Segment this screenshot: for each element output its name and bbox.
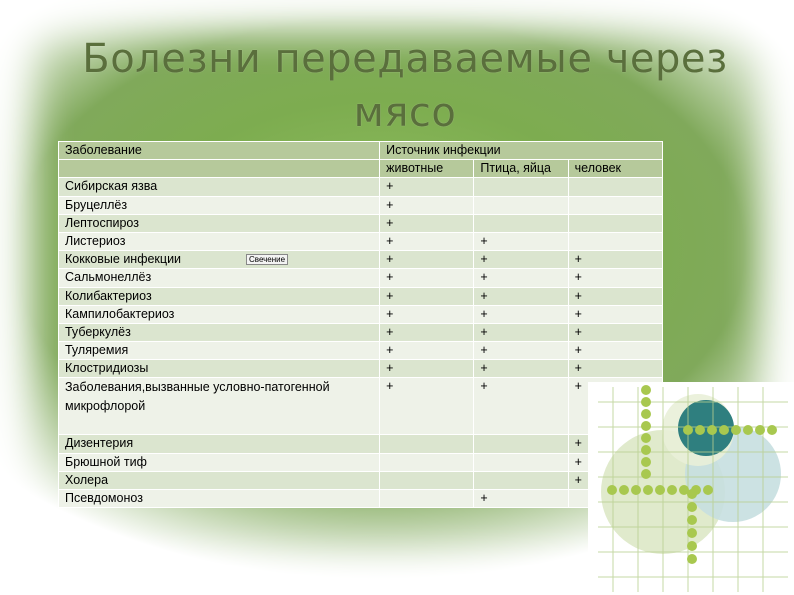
human-cell: + bbox=[568, 305, 662, 323]
decorative-circles-grid-icon bbox=[588, 382, 794, 595]
poultry-cell: + bbox=[474, 305, 568, 323]
poultry-cell bbox=[474, 471, 568, 489]
deco-dot bbox=[607, 485, 617, 495]
table-row bbox=[59, 360, 663, 378]
animals-cell: + bbox=[380, 251, 474, 269]
slide-title: Болезни передаваемые через мясо bbox=[82, 36, 728, 136]
deco-dot bbox=[719, 425, 729, 435]
human-cell: + bbox=[568, 342, 662, 360]
deco-dot bbox=[707, 425, 717, 435]
animals-cell: + bbox=[380, 196, 474, 214]
deco-dot bbox=[687, 554, 697, 564]
deco-dot bbox=[641, 445, 651, 455]
table-row bbox=[59, 178, 663, 196]
animals-cell: + bbox=[380, 323, 474, 341]
deco-dot bbox=[755, 425, 765, 435]
poultry-cell: + bbox=[474, 269, 568, 287]
animals-cell: + bbox=[380, 287, 474, 305]
poultry-cell: + bbox=[474, 342, 568, 360]
animals-cell: + bbox=[380, 342, 474, 360]
table-row bbox=[59, 342, 663, 360]
deco-dot bbox=[703, 485, 713, 495]
human-cell: + bbox=[568, 378, 662, 435]
animals-cell: + bbox=[380, 360, 474, 378]
deco-dot bbox=[641, 409, 651, 419]
disease-name-cell: Кампилобактериоз bbox=[59, 305, 380, 323]
header-source-group: Источник инфекции bbox=[380, 142, 663, 160]
human-cell: + bbox=[568, 471, 662, 489]
deco-dot bbox=[687, 489, 697, 499]
table-subheader-row bbox=[59, 160, 663, 178]
deco-dot bbox=[641, 397, 651, 407]
disease-table bbox=[58, 141, 663, 508]
header-disease: Заболевание bbox=[59, 142, 380, 160]
table-row bbox=[59, 287, 663, 305]
disease-name-cell: Лептоспироз bbox=[59, 214, 380, 232]
poultry-cell: + bbox=[474, 232, 568, 250]
poultry-cell: + bbox=[474, 251, 568, 269]
deco-dot bbox=[641, 469, 651, 479]
human-cell bbox=[568, 196, 662, 214]
poultry-cell: + bbox=[474, 360, 568, 378]
disease-name-cell: Колибактериоз bbox=[59, 287, 380, 305]
disease-name-cell: Бруцеллёз bbox=[59, 196, 380, 214]
animals-cell: + bbox=[380, 378, 474, 435]
poultry-cell: + bbox=[474, 287, 568, 305]
deco-dot bbox=[687, 502, 697, 512]
decorative-graphic bbox=[588, 382, 794, 595]
deco-dot bbox=[683, 425, 693, 435]
table-row bbox=[59, 232, 663, 250]
disease-name-cell: Дизентерия bbox=[59, 435, 380, 453]
table-row bbox=[59, 453, 663, 471]
table-row bbox=[59, 305, 663, 323]
deco-dot bbox=[641, 385, 651, 395]
header-human: человек bbox=[568, 160, 662, 178]
poultry-cell bbox=[474, 196, 568, 214]
deco-dot bbox=[641, 457, 651, 467]
table-row bbox=[59, 269, 663, 287]
table-row bbox=[59, 251, 663, 269]
deco-dot bbox=[619, 485, 629, 495]
disease-name-cell: Кокковые инфекции bbox=[59, 251, 380, 269]
disease-name-cell: Холера bbox=[59, 471, 380, 489]
table-row bbox=[59, 214, 663, 232]
header-animals: животные bbox=[380, 160, 474, 178]
table-row bbox=[59, 196, 663, 214]
poultry-cell: + bbox=[474, 490, 568, 508]
human-cell: + bbox=[568, 251, 662, 269]
header-poultry: Птица, яйца bbox=[474, 160, 568, 178]
table-row bbox=[59, 471, 663, 489]
animals-cell bbox=[380, 435, 474, 453]
table-header-row bbox=[59, 142, 663, 160]
disease-name-cell: Туляремия bbox=[59, 342, 380, 360]
deco-dot bbox=[687, 515, 697, 525]
animals-cell: + bbox=[380, 214, 474, 232]
deco-dot bbox=[641, 421, 651, 431]
disease-name-cell: Псевдомоноз bbox=[59, 490, 380, 508]
animals-cell: + bbox=[380, 178, 474, 196]
table-row bbox=[59, 378, 663, 435]
deco-dot bbox=[643, 485, 653, 495]
disease-name-cell: Заболевания,вызванные условно-патогенной микрофлорой bbox=[59, 378, 380, 435]
animals-cell: + bbox=[380, 232, 474, 250]
poultry-cell bbox=[474, 453, 568, 471]
animals-cell bbox=[380, 490, 474, 508]
poultry-cell bbox=[474, 214, 568, 232]
header-disease-blank bbox=[59, 160, 380, 178]
animals-cell: + bbox=[380, 269, 474, 287]
disease-name-cell: Листериоз bbox=[59, 232, 380, 250]
human-cell bbox=[568, 178, 662, 196]
human-cell bbox=[568, 232, 662, 250]
table-row bbox=[59, 490, 663, 508]
deco-dot bbox=[687, 528, 697, 538]
poultry-cell bbox=[474, 435, 568, 453]
human-cell: + bbox=[568, 269, 662, 287]
deco-dot bbox=[743, 425, 753, 435]
disease-name-cell: Клостридиозы bbox=[59, 360, 380, 378]
deco-dot bbox=[687, 541, 697, 551]
poultry-cell: + bbox=[474, 323, 568, 341]
animals-cell bbox=[380, 453, 474, 471]
deco-dot bbox=[641, 433, 651, 443]
human-cell: + bbox=[568, 360, 662, 378]
human-cell: + bbox=[568, 287, 662, 305]
deco-dot bbox=[667, 485, 677, 495]
disease-name-cell: Туберкулёз bbox=[59, 323, 380, 341]
deco-dot bbox=[631, 485, 641, 495]
glow-tooltip: Свечение bbox=[246, 254, 288, 265]
disease-name-cell: Сибирская язва bbox=[59, 178, 380, 196]
disease-name-cell: Брюшной тиф bbox=[59, 453, 380, 471]
deco-dot bbox=[655, 485, 665, 495]
animals-cell: + bbox=[380, 305, 474, 323]
human-cell: + bbox=[568, 435, 662, 453]
human-cell: + bbox=[568, 323, 662, 341]
disease-name-cell: Сальмонеллёз bbox=[59, 269, 380, 287]
deco-dot bbox=[767, 425, 777, 435]
deco-dot bbox=[731, 425, 741, 435]
deco-dot bbox=[695, 425, 705, 435]
human-cell: + bbox=[568, 453, 662, 471]
table-row bbox=[59, 323, 663, 341]
animals-cell bbox=[380, 471, 474, 489]
table-row bbox=[59, 435, 663, 453]
poultry-cell bbox=[474, 178, 568, 196]
human-cell bbox=[568, 214, 662, 232]
poultry-cell: + bbox=[474, 378, 568, 435]
